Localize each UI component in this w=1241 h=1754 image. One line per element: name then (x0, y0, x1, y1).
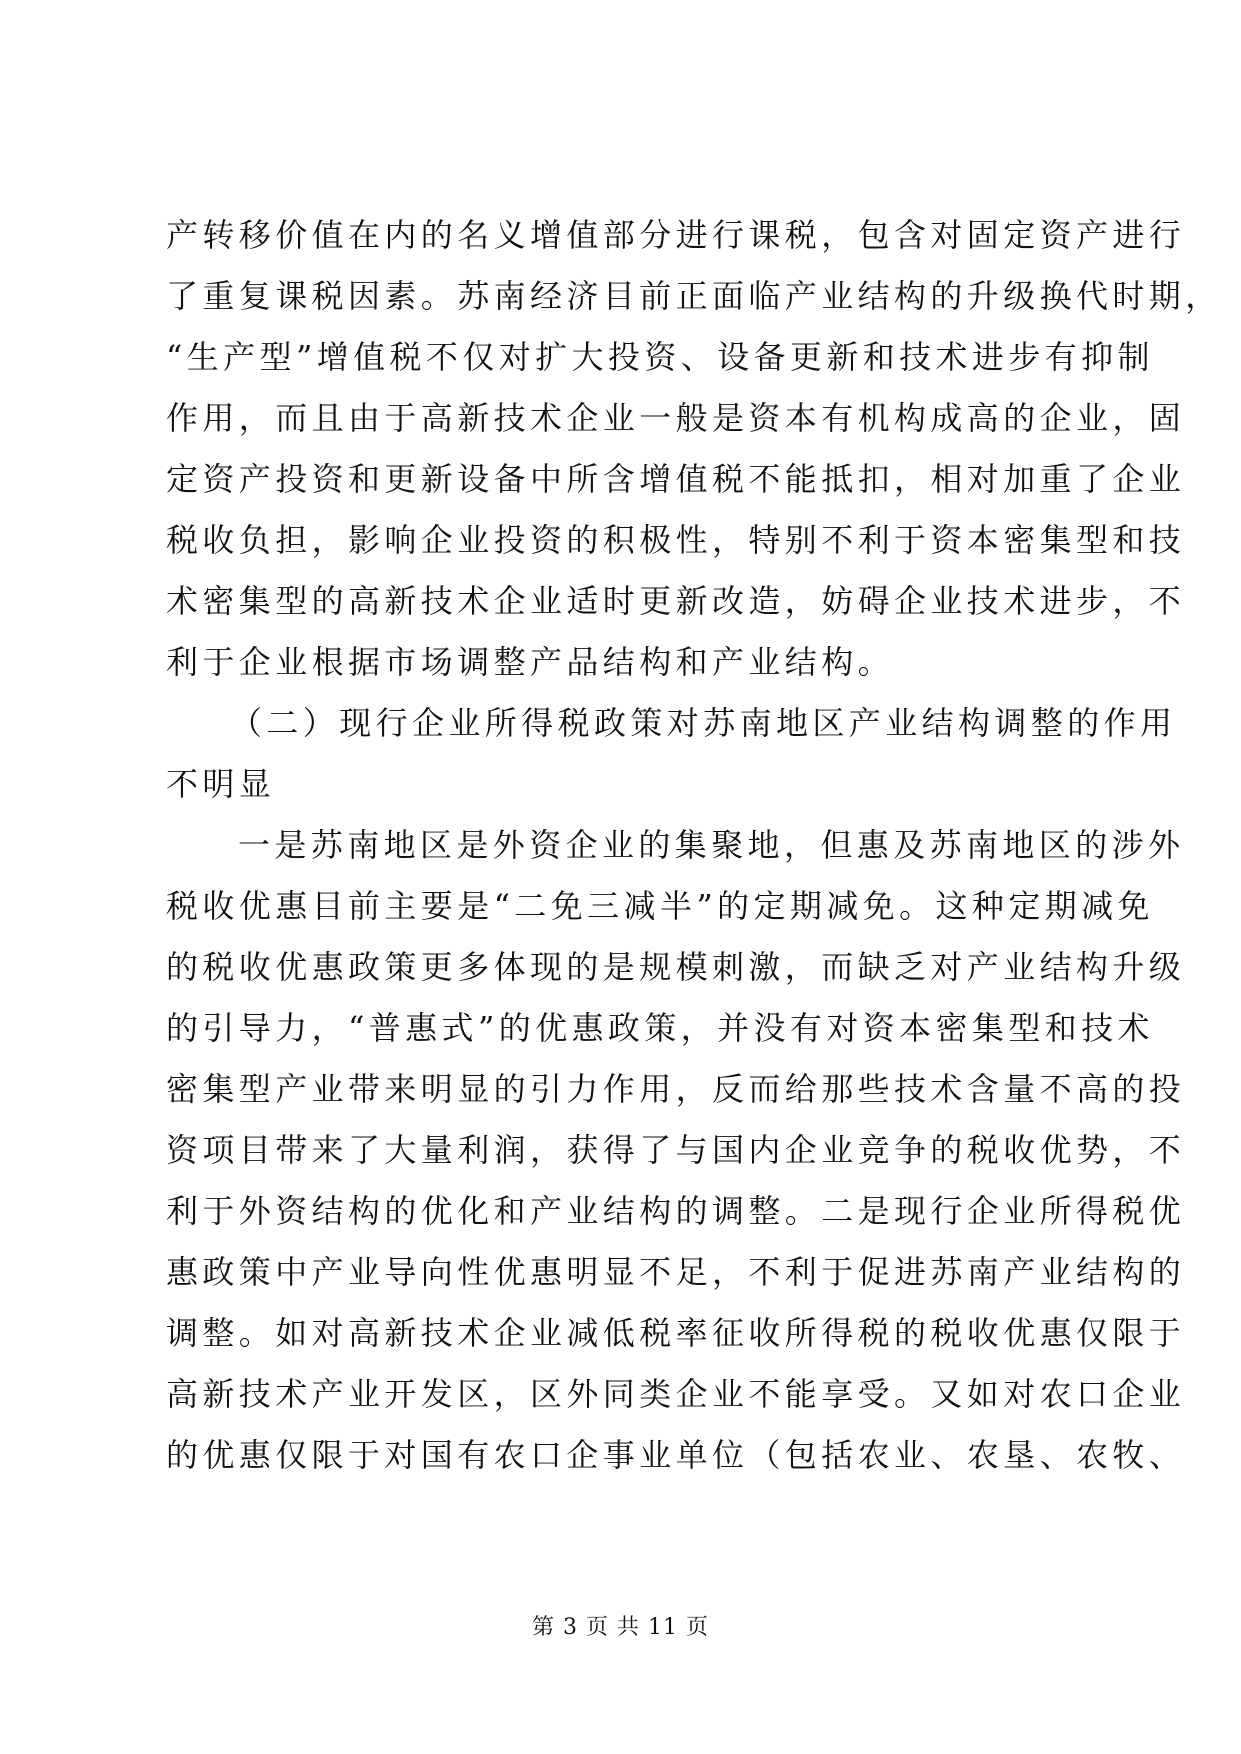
text-line: 的税收优惠政策更多体现的是规模刺激，而缺乏对产业结构升级 (166, 948, 1186, 986)
text-line: 的引导力，“普惠式”的优惠政策，并没有对资本密集型和技术 (166, 1009, 1154, 1047)
text-line: 定资产投资和更新设备中所含增值税不能抵扣，相对加重了企业 (166, 460, 1186, 498)
page-number-footer: 第 3 页 共 11 页 (532, 1615, 709, 1640)
text-line: 调整。如对高新技术企业减低税率征收所得税的税收优惠仅限于 (166, 1314, 1186, 1352)
text-line: 税收优惠目前主要是“二免三减半”的定期减免。这种定期减免 (166, 887, 1154, 925)
body-text (166, 205, 1222, 1486)
text-line: 高新技术产业开发区，区外同类企业不能享受。又如对农口企业 (166, 1375, 1186, 1413)
text-line: 利于企业根据市场调整产品结构和产业结构。 (166, 643, 895, 681)
text-line: 密集型产业带来明显的引力作用，反而给那些技术含量不高的投 (166, 1070, 1186, 1108)
text-line: 惠政策中产业导向性优惠明显不足，不利于促进苏南产业结构的 (166, 1253, 1186, 1291)
section-heading: （二）现行企业所得税政策对苏南地区产业结构调整的作用 (230, 704, 1177, 742)
text-line: 了重复课税因素。苏南经济目前正面临产业结构的升级换代时期， (166, 277, 1222, 315)
text-line: 产转移价值在内的名义增值部分进行课税，包含对固定资产进行 (166, 216, 1186, 254)
text-line: 的优惠仅限于对国有农口企事业单位（包括农业、农垦、农牧、 (166, 1436, 1186, 1474)
text-line: 资项目带来了大量利润，获得了与国内企业竞争的税收优势，不 (166, 1131, 1186, 1169)
text-line: 术密集型的高新技术企业适时更新改造，妨碍企业技术进步，不 (166, 582, 1186, 620)
text-line: 税收负担，影响企业投资的积极性，特别不利于资本密集型和技 (166, 521, 1186, 559)
paragraph-start-line: 一是苏南地区是外资企业的集聚地，但惠及苏南地区的涉外 (238, 826, 1185, 864)
text-line: “生产型”增值税不仅对扩大投资、设备更新和技术进步有抑制 (166, 338, 1154, 376)
section-heading-continuation: 不明显 (166, 765, 276, 803)
text-line: 作用，而且由于高新技术企业一般是资本有机构成高的企业，固 (166, 399, 1186, 437)
text-line: 利于外资结构的优化和产业结构的调整。二是现行企业所得税优 (166, 1192, 1186, 1230)
